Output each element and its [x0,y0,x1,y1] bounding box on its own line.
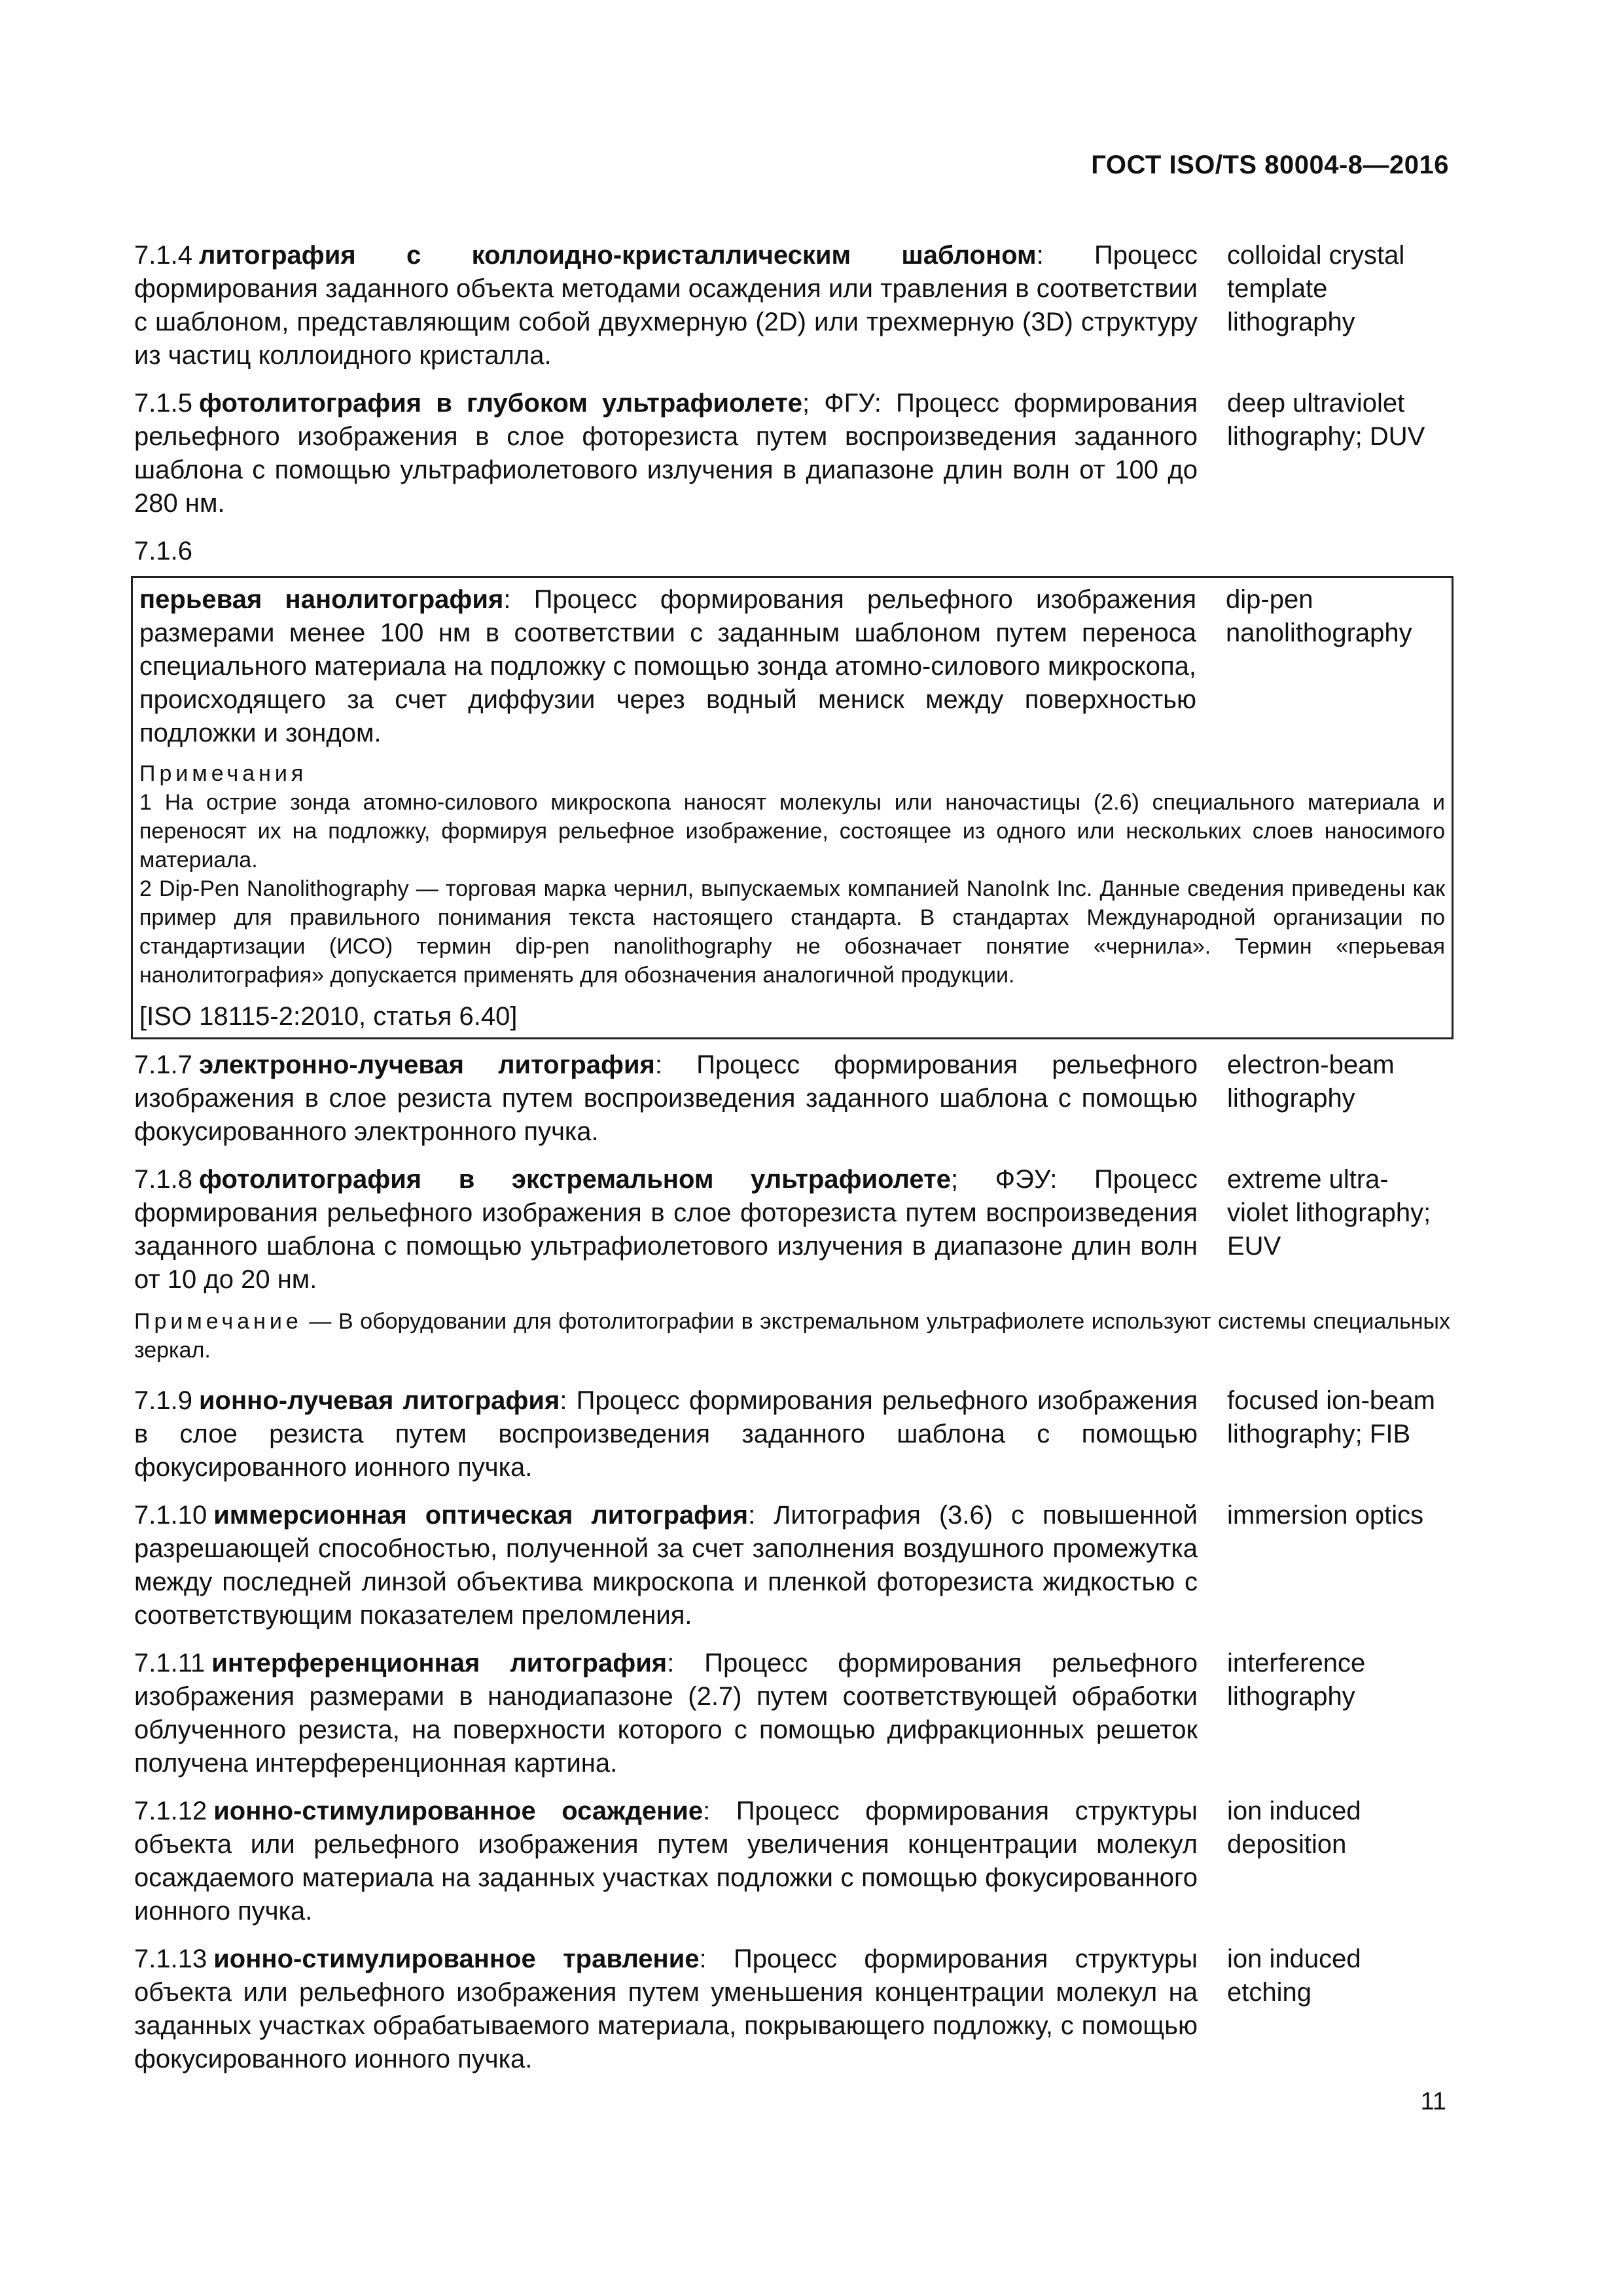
term-definition [134,1795,1198,1928]
term-definition [134,1049,1198,1149]
note-text: — В оборудовании для фотолитографии в экстремальном ультрафиолете используют системы специальных зеркал. [134,1309,1450,1363]
term-notes [139,759,1445,990]
term-definition [139,583,1196,750]
term-name: ионно-лучевая литография [198,1386,560,1415]
term-english-equivalent: focused ion-beam lithography; FIB [1227,1386,1435,1448]
term-number: 7.1.4 [134,241,192,270]
note-1: 1 На острие зонда атомно-силового микроскопа наносят молекулы или наночастицы (2.6) специального материала и переносят их на подложку, формируя рельефное изображение, состоящее из одного или нескольких слоев наносимого материала. [139,790,1445,872]
term-entry-7-1-5 [134,387,1450,520]
term-entry-7-1-11 [134,1647,1450,1780]
term-definition [134,1943,1198,2076]
term-english-equivalent: ion induced etching [1227,1945,1361,2007]
term-definition [134,1163,1198,1297]
term-number: 7.1.7 [134,1050,192,1079]
term-english-equivalent: colloidal crystal template lithography [1227,241,1405,336]
term-number: 7.1.10 [134,1501,207,1530]
term-text: : Процесс формирования рельефного изображения в слое резиста путем воспроизведения заданного шаблона с помощью фокусированного электронного пучка. [134,1050,1198,1146]
term-english-equivalent: extreme ultra-violet lithography; EUV [1227,1165,1431,1261]
term-entry-7-1-12 [134,1795,1450,1928]
term-entry-7-1-8 [134,1163,1450,1297]
terms-content [134,239,1450,2090]
term-text: ; ФЭУ: Процесс формирования рельефного изображения в слое фоторезиста путем воспроизведения заданного шаблона с помощью ультрафиолетового излучения в диапазоне длин волн от 10 до 20 нм. [134,1165,1198,1294]
term-number: 7.1.9 [134,1386,192,1415]
document-code-header: ГОСТ ISO/TS 80004-8—2016 [1091,151,1449,179]
page-number: 11 [1420,2088,1446,2115]
term-text: ; ФГУ: Процесс формирования рельефного изображения в слое фоторезиста путем воспроизведения заданного шаблона с помощью ультрафиолетового излучения в диапазоне длин волн от 100 до 280 нм. [134,389,1198,518]
term-definition [134,1384,1198,1484]
term-english-equivalent: interference lithography [1227,1649,1366,1711]
term-name: литография с коллоидно-кристаллическим шаблоном [198,241,1037,270]
term-entry-7-1-10 [134,1499,1450,1632]
term-definition [134,387,1198,520]
term-text: : Процесс формирования заданного объекта методами осаждения или травления в соответствии с шаблоном, представляющим собой двухмерную (2D) или трехмерную (3D) структуру из частиц коллоидного кристалла. [134,241,1198,370]
term-english-equivalent: deep ultraviolet lithography; DUV [1227,389,1425,451]
term-entry-7-1-6 [139,583,1445,750]
term-text: : Процесс формирования рельефного изображения размерами в нанодиапазоне (2.7) путем соответствующей обработки облученного резиста, на поверхности которого с помощью дифракционных решеток получена интерференционная картина. [134,1649,1198,1778]
term-definition [134,1647,1198,1780]
term-text: : Процесс формирования структуры объекта или рельефного изображения путем уменьшения концентрации молекул на заданных участках обрабатываемого материала, покрывающего подложку, с помощью фокусированного ионного пучка. [134,1945,1198,2073]
note-2: 2 Dip-Pen Nanolithography — торговая марка чернил, выпускаемых компанией NanoInk Inc. Данные сведения приведены как пример для правильного понимания текста настоящего стандарта. В стандартах Международной организации по стандартизации (ИСО) термин dip-pen nanolithography не обозначает понятие «чернила». Термин «перьевая нанолитография» допускается применять для обозначения аналогичной продукции. [139,876,1445,988]
term-definition [134,239,1198,372]
term-name: ионно-стимулированное осаждение [213,1797,704,1825]
term-name: интерференционная литография [211,1649,668,1677]
boxed-term-entry [131,576,1454,1039]
term-entry-7-1-9 [134,1384,1450,1484]
term-text: : Литография (3.6) с повышенной разрешающей способностью, полученной за счет заполнения воздушного промежутка между последней линзой объектива микроскопа и пленкой фоторезиста жидкостью с соответствующим показателем преломления. [134,1501,1198,1630]
term-name: ионно-стимулированное травление [213,1945,700,1973]
note-7-1-8 [134,1307,1450,1365]
term-number: 7.1.11 [134,1649,205,1677]
term-english-equivalent: electron-beam lithography [1227,1050,1395,1113]
term-name: фотолитография в глубоком ультрафиолете [198,389,802,418]
term-english-equivalent: dip-pen nanolithography [1226,585,1412,647]
term-name: электронно-лучевая литография [198,1050,655,1079]
term-english-equivalent: immersion optics [1227,1501,1424,1530]
term-text: : Процесс формирования структуры объекта или рельефного изображения путем увеличения концентрации молекул осаждаемого материала на заданных участках подложки с помощью фокусированного ионного пучка. [134,1797,1198,1926]
term-number: 7.1.13 [134,1945,207,1973]
term-number: 7.1.8 [134,1165,192,1194]
term-text: : Процесс формирования рельефного изображения в слое резиста путем воспроизведения заданного шаблона с помощью фокусированного ионного пучка. [134,1386,1198,1482]
term-name: иммерсионная оптическая литография [213,1501,749,1530]
notes-title: Примечания [139,761,308,786]
source-reference: [ISO 18115-2:2010, статья 6.40] [139,1002,518,1031]
term-text: : Процесс формирования рельефного изображения размерами менее 100 нм в соответствии с заданным шаблоном путем переноса специального материала на подложку с помощью зонда атомно-силового микроскопа, происходящего за счет диффузии через водный мениск между поверхностью подложки и зондом. [139,585,1196,747]
term-number: 7.1.5 [134,389,192,418]
term-entry-7-1-7 [134,1049,1450,1149]
note-label: Примечание [134,1309,302,1334]
term-name: фотолитография в экстремальном ультрафиолете [198,1165,951,1194]
term-name: перьевая нанолитография [139,585,504,614]
term-number: 7.1.12 [134,1797,207,1825]
term-entry-7-1-13 [134,1943,1450,2076]
term-number-7-1-6: 7.1.6 [134,537,192,565]
term-entry-7-1-4 [134,239,1450,372]
term-definition [134,1499,1198,1632]
term-english-equivalent: ion induced deposition [1227,1797,1361,1859]
